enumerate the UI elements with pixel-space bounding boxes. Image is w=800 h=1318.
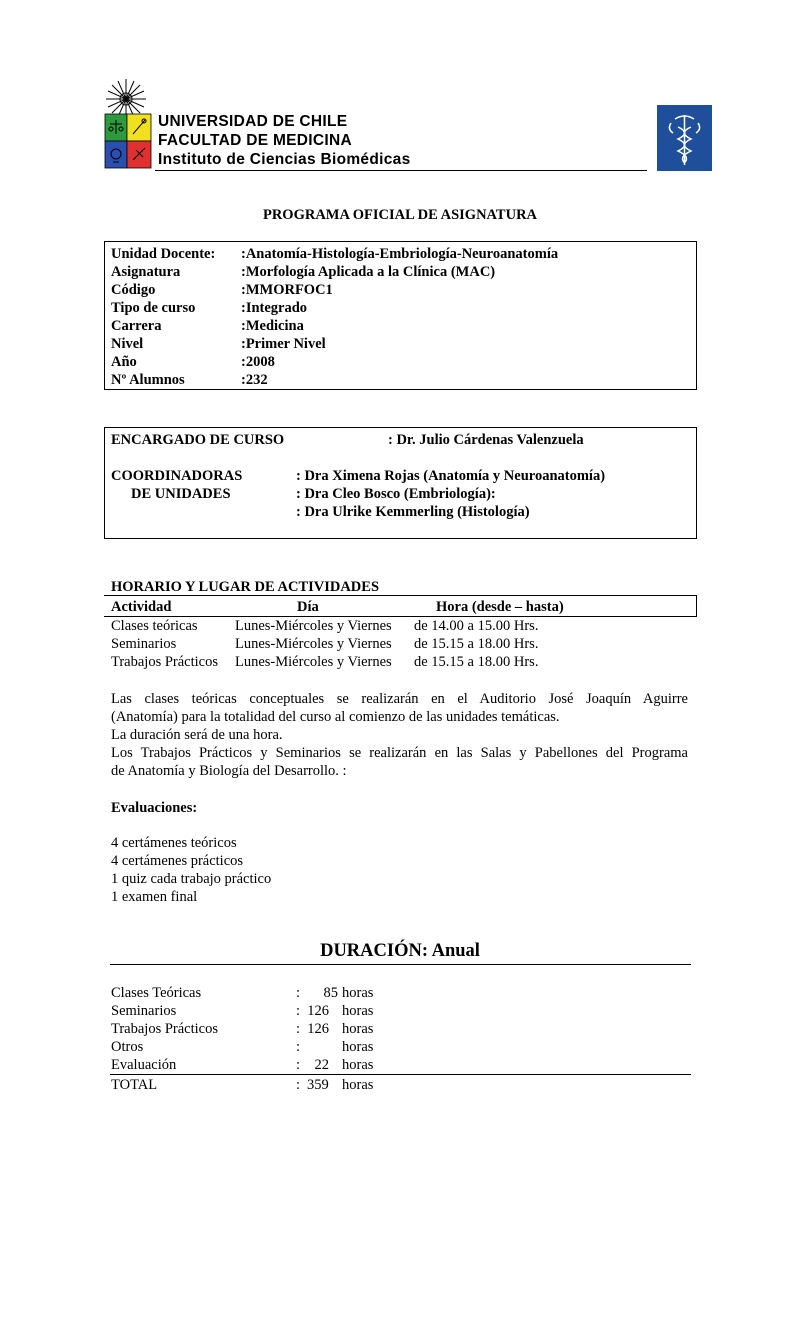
schedule-hora: de 15.15 a 18.00 Hrs. (414, 654, 539, 670)
schedule-hora: de 14.00 a 15.00 Hrs. (414, 618, 539, 634)
schedule-col-actividad: Actividad (111, 599, 172, 615)
info-label: Nivel (111, 336, 144, 352)
star-icon (106, 79, 146, 119)
duracion-colon: : (296, 985, 301, 1001)
paragraph-line: de Anatomía y Biología del Desarrollo. : (111, 763, 347, 779)
info-value: :Morfología Aplicada a la Clínica (MAC) (241, 264, 496, 280)
duracion-colon: : (296, 1003, 301, 1019)
duracion-unit: horas (342, 1021, 374, 1037)
evaluaciones-heading: Evaluaciones: (111, 800, 198, 816)
total-label: TOTAL (111, 1077, 158, 1093)
info-value: :Integrado (241, 300, 308, 316)
university-logo (100, 74, 156, 172)
info-value: :MMORFOC1 (241, 282, 333, 298)
info-label: Asignatura (111, 264, 181, 280)
info-value: :232 (241, 372, 268, 388)
duracion-heading: DURACIÓN: Anual (320, 941, 480, 961)
paragraph-line: Los Trabajos Prácticos y Seminarios se realizarán en las Salas y Pabellones del Programa (111, 745, 688, 761)
schedule-col-dia: Día (297, 599, 319, 615)
info-label: Año (111, 354, 137, 370)
coordinadoras-label: COORDINADORAS (111, 468, 243, 484)
info-value: :Primer Nivel (241, 336, 326, 352)
schedule-actividad: Trabajos Prácticos (111, 654, 218, 670)
schedule-col-hora: Hora (desde – hasta) (436, 599, 564, 615)
institute-name: Instituto de Ciencias Biomédicas (158, 151, 411, 168)
duracion-unit: horas (342, 1039, 374, 1055)
paragraph-line: La duración será de una hora. (111, 727, 283, 743)
schedule-heading: HORARIO Y LUGAR DE ACTIVIDADES (111, 579, 380, 595)
evaluacion-item: 4 certámenes teóricos (111, 835, 237, 851)
duracion-label: Otros (111, 1039, 144, 1055)
encargado-value: : Dr. Julio Cárdenas Valenzuela (388, 432, 584, 448)
evaluacion-item: 1 quiz cada trabajo práctico (111, 871, 272, 887)
header-rule (155, 170, 647, 171)
duracion-label: Evaluación (111, 1057, 177, 1073)
schedule-dia: Lunes-Miércoles y Viernes (235, 618, 392, 634)
paragraph-line: (Anatomía) para la totalidad del curso al comienzo de las unidades temáticas. (111, 709, 560, 725)
duracion-unit: horas (342, 1057, 374, 1073)
duracion-colon: : (296, 1039, 301, 1055)
duracion-hours: 126 (307, 1021, 329, 1037)
schedule-actividad: Clases teóricas (111, 618, 198, 634)
faculty-name: FACULTAD DE MEDICINA (158, 132, 352, 149)
info-label: Código (111, 282, 156, 298)
info-label: Carrera (111, 318, 162, 334)
duracion-unit: horas (342, 1003, 374, 1019)
duracion-hours: 126 (307, 1003, 329, 1019)
schedule-dia: Lunes-Miércoles y Viernes (235, 636, 392, 652)
coordinator: : Dra Ximena Rojas (Anatomía y Neuroanatomía) (296, 468, 606, 484)
duracion-label: Trabajos Prácticos (111, 1021, 218, 1037)
schedule-dia: Lunes-Miércoles y Viernes (235, 654, 392, 670)
info-label: Tipo de curso (111, 300, 196, 316)
coordinator: : Dra Cleo Bosco (Embriología): (296, 486, 496, 502)
info-value: :Medicina (241, 318, 304, 334)
info-value: :2008 (241, 354, 275, 370)
evaluacion-item: 4 certámenes prácticos (111, 853, 244, 869)
coordinator: : Dra Ulrike Kemmerling (Histología) (296, 504, 530, 520)
university-name: UNIVERSIDAD DE CHILE (158, 113, 348, 130)
duracion-colon: : (296, 1057, 301, 1073)
de-unidades-label: DE UNIDADES (131, 486, 231, 502)
duracion-hours: 85 (323, 985, 338, 1001)
total-hours: 359 (307, 1077, 329, 1093)
info-label: Unidad Docente: (111, 246, 216, 262)
duracion-label: Clases Teóricas (111, 985, 202, 1001)
medicine-logo (657, 105, 712, 171)
duracion-unit: horas (342, 985, 374, 1001)
total-rule (110, 1074, 691, 1075)
duracion-label: Seminarios (111, 1003, 177, 1019)
schedule-right-edge (696, 595, 697, 617)
encargado-label: ENCARGADO DE CURSO (111, 432, 285, 448)
info-value: :Anatomía-Histología-Embriología-Neuroanatomía (241, 246, 559, 262)
total-colon: : (296, 1077, 301, 1093)
duracion-colon: : (296, 1021, 301, 1037)
info-label: Nº Alumnos (111, 372, 185, 388)
schedule-actividad: Seminarios (111, 636, 177, 652)
page-title: PROGRAMA OFICIAL DE ASIGNATURA (262, 207, 538, 223)
paragraph-line: Las clases teóricas conceptuales se realizarán en el Auditorio José Joaquín Aguirre (111, 691, 688, 707)
schedule-top-rule (104, 595, 697, 596)
duracion-rule (110, 964, 691, 965)
total-unit: horas (342, 1077, 374, 1093)
duracion-hours: 22 (314, 1057, 329, 1073)
evaluacion-item: 1 examen final (111, 889, 198, 905)
schedule-hora: de 15.15 a 18.00 Hrs. (414, 636, 539, 652)
